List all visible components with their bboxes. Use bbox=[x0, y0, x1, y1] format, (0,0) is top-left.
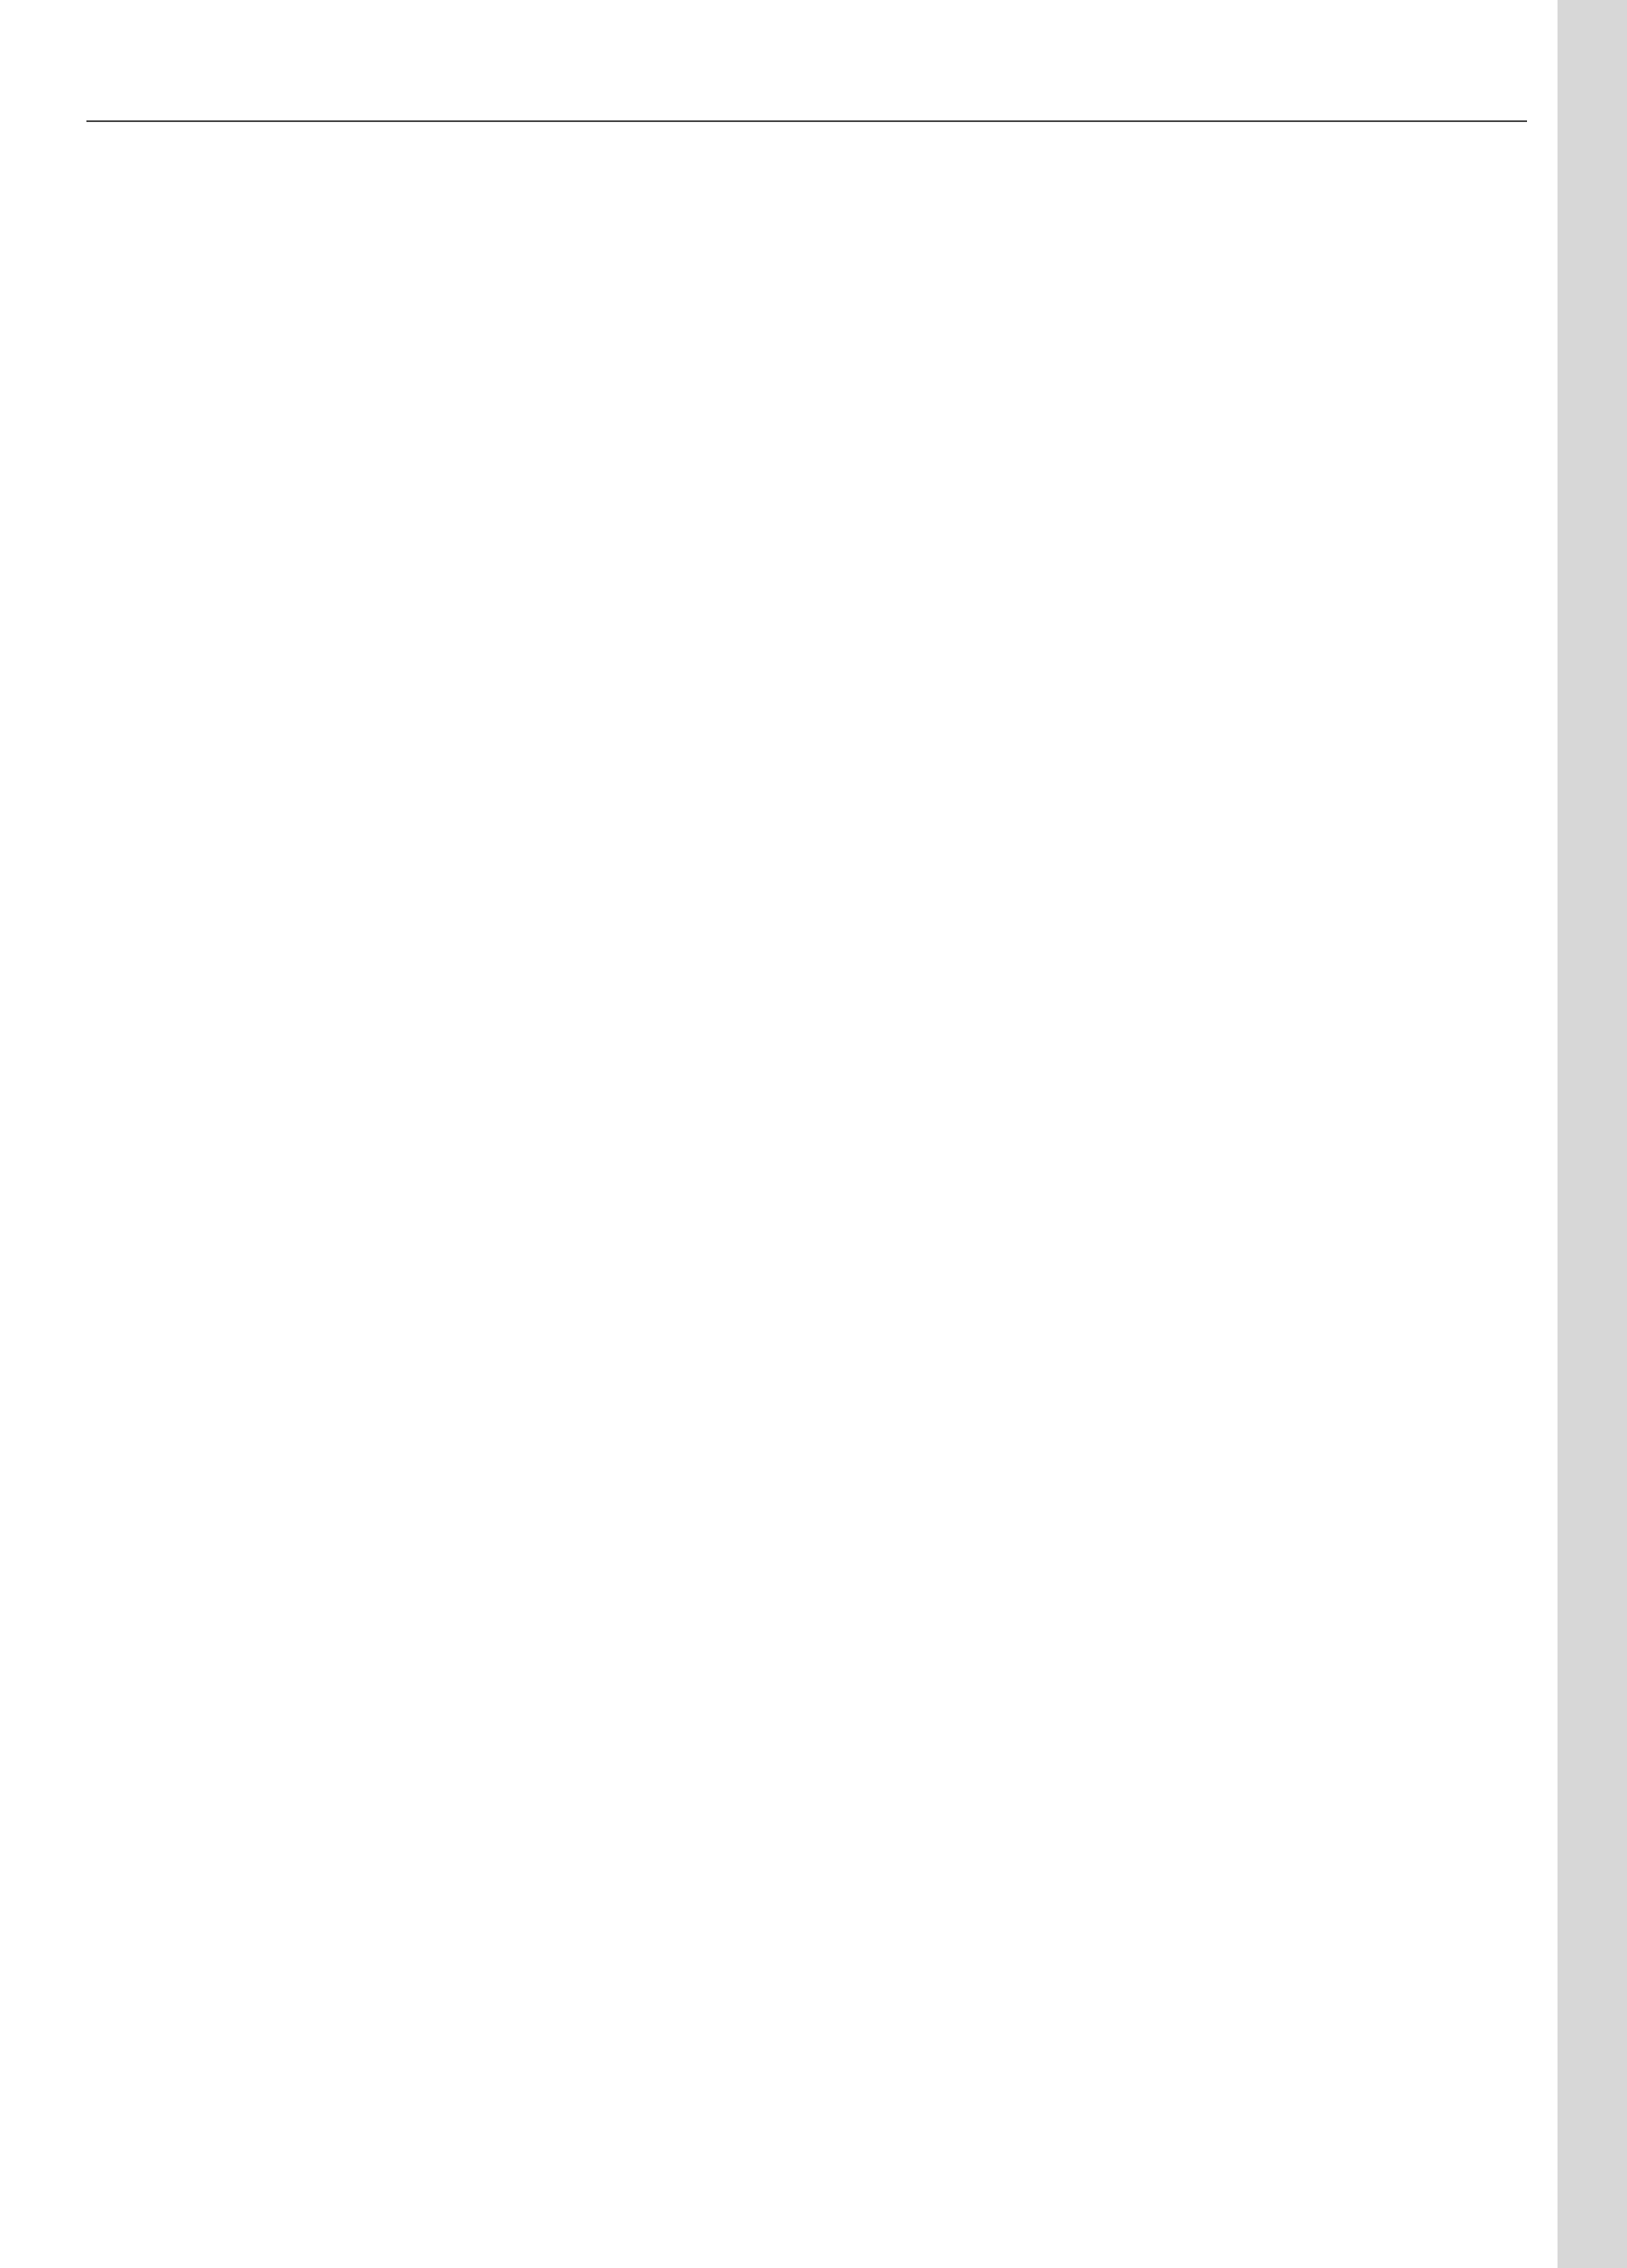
side-band bbox=[1558, 0, 1627, 2268]
section-label bbox=[1558, 1559, 1627, 1729]
title-rule bbox=[86, 120, 1527, 122]
